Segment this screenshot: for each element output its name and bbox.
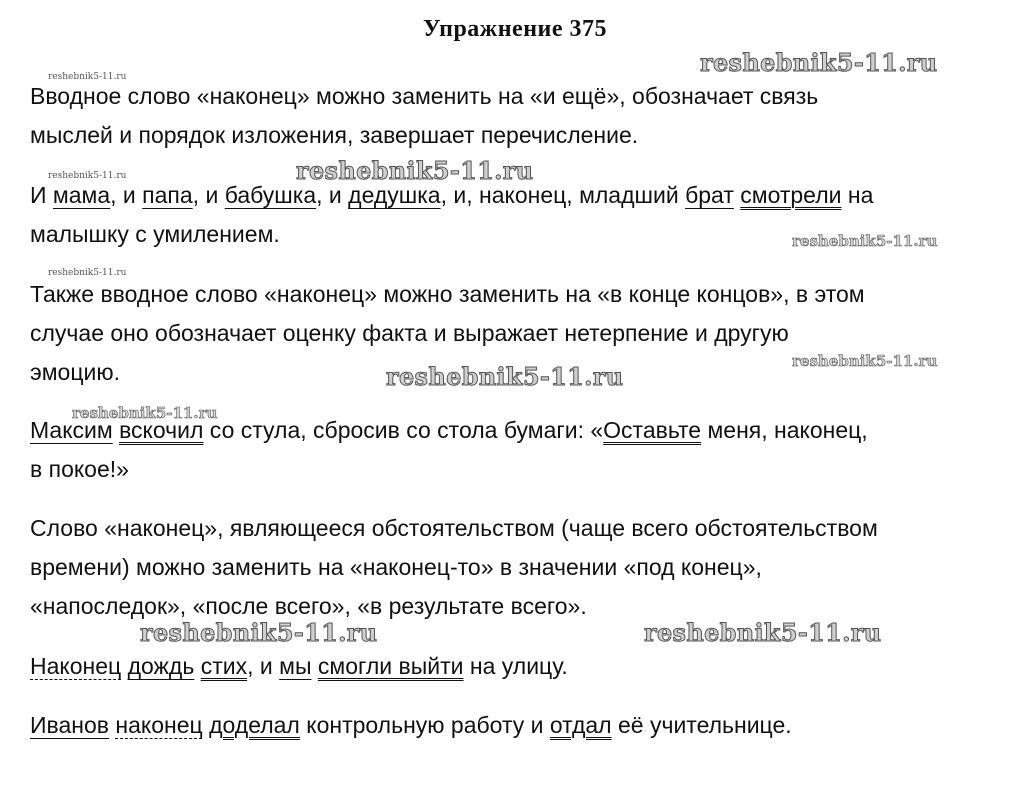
subject-word: папа (142, 182, 193, 208)
subject-word: мама (52, 182, 111, 208)
watermark: reshebnik5-11.ru (792, 232, 938, 250)
paragraph-line: эмоцию. (30, 359, 121, 385)
paragraph-line: Слово «наконец», являющееся обстоятельством (чаще всего обстоятельством (30, 515, 878, 541)
watermark: reshebnik5-11.ru (644, 618, 882, 647)
predicate-word: смогли выйти (317, 653, 464, 679)
paragraph-1 (30, 77, 1015, 155)
example-sentence-3 (30, 647, 1015, 686)
paragraph-line: Вводное слово «наконец» можно заменить на «и ещё», обозначает связь (30, 83, 819, 109)
subject-word: дедушка (348, 182, 441, 208)
paragraph-line: мыслей и порядок изложения, завершает перечисление. (30, 122, 639, 148)
example-sentence-2 (30, 411, 1015, 489)
watermark: reshebnik5-11.ru (48, 171, 127, 181)
watermark: reshebnik5-11.ru (48, 268, 127, 278)
watermark: reshebnik5-11.ru (700, 48, 938, 77)
subject-word: мы (279, 653, 312, 679)
text-run: её учительнице. (611, 712, 792, 738)
predicate-word: отдал (549, 712, 612, 738)
predicate-word: смотрели (740, 182, 842, 208)
watermark: reshebnik5-11.ru (296, 156, 534, 185)
text-run: , и (247, 653, 280, 679)
subject-word: дождь (127, 653, 195, 679)
text-run: И (30, 182, 53, 208)
text-run: на улицу. (463, 653, 568, 679)
paragraph-line: в покое!» (30, 456, 129, 482)
paragraph-line: «напоследок», «после всего», «в результате всего». (30, 593, 587, 619)
predicate-word: вскочил (119, 417, 204, 443)
exercise-title: Упражнение 375 (422, 16, 607, 42)
paragraph-line: малышку с умилением. (30, 221, 280, 247)
subject-word: Максим (30, 417, 113, 443)
text-run: , и (110, 182, 143, 208)
paragraph-line: Также вводное слово «наконец» можно заменить на «в конце концов», в этом (30, 281, 865, 307)
predicate-word: Оставьте (603, 417, 702, 443)
watermark: reshebnik5-11.ru (386, 362, 624, 391)
text-run: на (841, 182, 874, 208)
text-run: , и, наконец, младший (440, 182, 686, 208)
text-run: контрольную работу и (299, 712, 550, 738)
subject-word: бабушка (224, 182, 317, 208)
adverbial-word: наконец (115, 712, 203, 738)
paragraph-3 (30, 509, 1015, 626)
watermark: reshebnik5-11.ru (48, 72, 127, 82)
text-run: , и (316, 182, 349, 208)
text-run: со стула, сбросив со стола бумаги: « (203, 417, 604, 443)
predicate-word: стих (200, 653, 248, 679)
predicate-word: доделал (209, 712, 300, 738)
text-run: , и (192, 182, 225, 208)
subject-word: Иванов (30, 712, 109, 738)
paragraph-line: времени) можно заменить на «наконец-то» в значении «под конец», (30, 554, 762, 580)
watermark: reshebnik5-11.ru (140, 618, 378, 647)
watermark: reshebnik5-11.ru (792, 352, 938, 370)
adverbial-word: Наконец (30, 653, 122, 679)
subject-word: брат (685, 182, 734, 208)
example-sentence-4 (30, 706, 1015, 745)
paragraph-line: случае оно обозначает оценку факта и выражает нетерпение и другую (30, 320, 789, 346)
watermark: reshebnik5-11.ru (72, 404, 218, 422)
text-run: меня, наконец, (701, 417, 868, 443)
